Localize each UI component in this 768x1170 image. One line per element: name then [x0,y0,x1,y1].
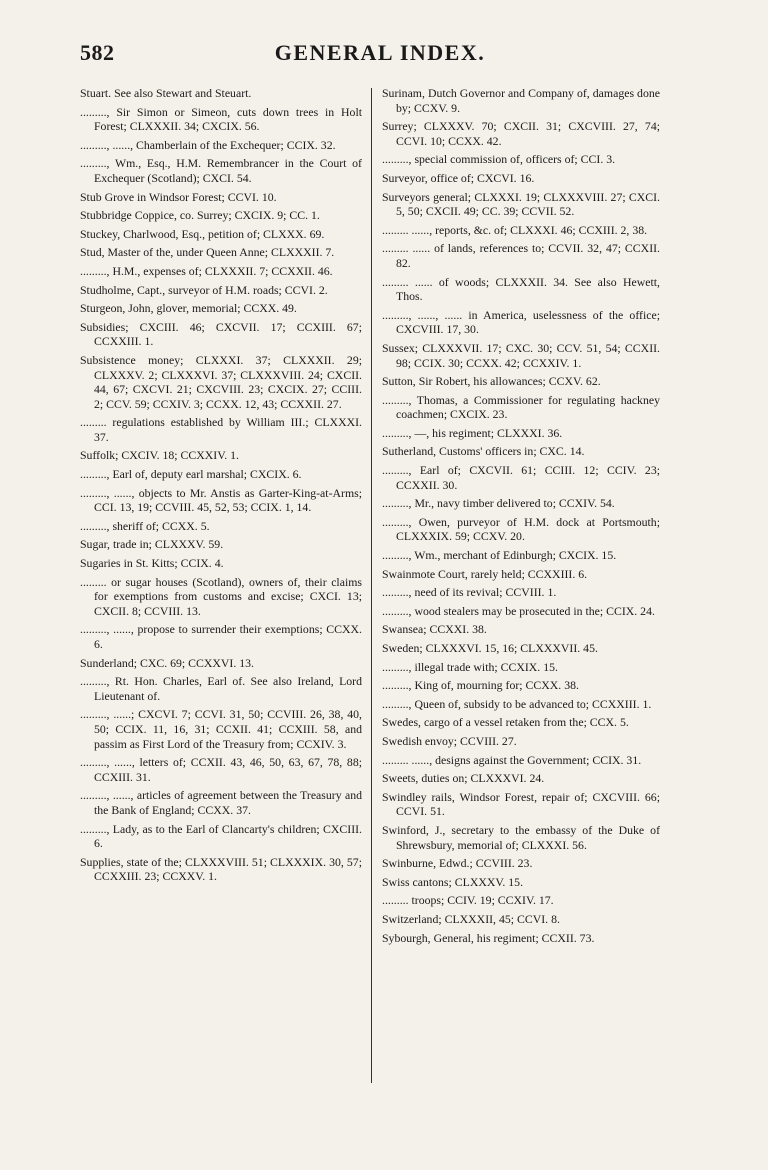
index-entry: Surinam, Dutch Governor and Company of, damages done by; CCXV. 9. [382,86,660,115]
index-entry: ........., Lady, as to the Earl of Clancarty's children; CXCIII. 6. [80,821,362,851]
index-entry: Suffolk; CXCIV. 18; CCXXIV. 1. [80,448,239,463]
index-entry: Sybourgh, General, his regiment; CCXII. 73. [382,930,595,945]
index-entry: ........., Wm., Esq., H.M. Remembrancer in the Court of Exchequer (Scotland); CXCI. 54. [80,156,362,185]
index-entry: Swedish envoy; CCVIII. 27. [382,733,517,748]
index-entry: Switzerland; CLXXXII, 45; CCVI. 8. [382,911,560,926]
column-divider [371,88,372,1083]
index-entry: ........., special commission of, officers of; CCI. 3. [382,152,616,167]
index-entry: ........., Rt. Hon. Charles, Earl of. See also Ireland, Lord Lieutenant of. [80,674,362,703]
index-entry: ........., Queen of, subsidy to be advanced to; CCXXIII. 1. [382,696,652,711]
index-entry: ......... regulations established by William III.; CLXXXI. 37. [80,415,362,444]
index-entry: Surrey; CLXXXV. 70; CXCII. 31; CXCVIII. 27, 74; CCVI. 10; CCXX. 42. [382,119,660,148]
index-entry: ........., ......, letters of; CCXII. 43, 46, 50, 63, 67, 78, 88; CCXIII. 31. [80,755,362,784]
index-entry: Swindley rails, Windsor Forest, repair of; CXCVIII. 66; CCVI. 51. [382,789,660,819]
index-entry: Stubbridge Coppice, co. Surrey; CXCIX. 9; CC. 1. [80,208,320,223]
index-entry: ......... ...... of lands, references to; CCVII. 32, 47; CCXII. 82. [382,241,660,270]
index-entry: Stud, Master of the, under Queen Anne; CLXXXII. 7. [80,245,335,260]
index-entry: Sutton, Sir Robert, his allowances; CCXV. 62. [382,374,601,389]
index-entry: Swinburne, Edwd.; CCVIII. 23. [382,856,533,871]
right-column [382,86,660,949]
index-entry: ........., ......, ...... in America, uselessness of the office; CXCVIII. 17, 30. [382,307,660,337]
index-entry: ......... troops; CCIV. 19; CCXIV. 17. [382,893,554,908]
index-entry: Subsistence money; CLXXXI. 37; CLXXXII. 29; CLXXXV. 2; CLXXXVI. 37; CLXXXVIII. 24; CXCII. 44, 67; CXCVI. 21; CXCVIII. 23; CXCIX. 27; CCIII. 2; CCV. 59; CCXIV. 3; CCXX. 12, 43; CCXXII. 27. [80,352,362,411]
index-entry: ........., King of, mourning for; CCXX. 38. [382,678,579,693]
index-entry: ........., Owen, purveyor of H.M. dock at Portsmouth; CLXXXIX. 59; CCXV. 20. [382,514,660,544]
index-entry: ........., —, his regiment; CLXXXI. 36. [382,425,563,440]
index-entry: Stuart. See also Stewart and Steuart. [80,86,252,100]
index-entry: Swansea; CCXXI. 38. [382,622,487,637]
index-entry: ......... or sugar houses (Scotland), owners of, their claims for exemptions from customs and excise; CXCI. 13; CXCII. 8; CCVIII. 13. [80,574,362,618]
index-entry: Sturgeon, John, glover, memorial; CCXX. 49. [80,301,297,316]
index-entry: ........., need of its revival; CCVIII. 1. [382,585,557,600]
page-header [80,40,680,80]
index-entry: ........., ......; CXCVI. 7; CCVI. 31, 50; CCVIII. 26, 38, 40, 50; CCIX. 11, 16, 31; CCXII. 41; CCXIII. 58, and passim as First Lord of the Treasury from; CCXIV. 3. [80,707,362,751]
index-entry: Sussex; CLXXXVII. 17; CXC. 30; CCV. 51, 54; CCXII. 98; CCIX. 30; CCXX. 42; CCXXIV. 1. [382,340,660,370]
index-entry: Swiss cantons; CLXXXV. 15. [382,874,524,889]
index-entry: ........., Earl of, deputy earl marshal; CXCIX. 6. [80,467,302,482]
index-entry: Sutherland, Customs' officers in; CXC. 14. [382,444,585,459]
index-entry: ........., ......, objects to Mr. Anstis as Garter-King-at-Arms; CCI. 13, 19; CCVIII. 45, 52, 53; CCIX. 1, 14. [80,485,362,515]
index-entry: Supplies, state of the; CLXXXVIII. 51; CLXXXIX. 30, 57; CCXXIII. 23; CCXXV. 1. [80,854,362,884]
index-entry: Sweden; CLXXXVI. 15, 16; CLXXXVII. 45. [382,641,598,655]
page-number: 582 [80,40,115,65]
index-entry: ........., wood stealers may be prosecuted in the; CCIX. 24. [382,603,655,618]
index-entry: Sunderland; CXC. 69; CCXXVI. 13. [80,655,255,670]
index-entry: Sugar, trade in; CLXXXV. 59. [80,537,224,552]
index-entry: Subsidies; CXCIII. 46; CXCVII. 17; CCXIII. 67; CCXXIII. 1. [80,319,362,349]
index-entry: ........., sheriff of; CCXX. 5. [80,518,210,533]
index-entry: Sweets, duties on; CLXXXVI. 24. [382,771,545,786]
index-entry: ........., ......, articles of agreement between the Treasury and the Bank of England; CCXX. 37. [80,788,362,817]
index-entry: ........., H.M., expenses of; CLXXXII. 7; CCXXII. 46. [80,263,333,278]
left-column [80,86,362,888]
index-entry: ........., illegal trade with; CCXIX. 15. [382,659,558,674]
index-entry: ......... ......, reports, &c. of; CLXXXI. 46; CCXIII. 2, 38. [382,222,648,237]
index-entry: Swedes, cargo of a vessel retaken from the; CCX. 5. [382,715,629,730]
index-entry: ........., ......, propose to surrender their exemptions; CCXX. 6. [80,622,362,651]
index-entry: Surveyor, office of; CXCVI. 16. [382,170,535,185]
running-head: GENERAL INDEX. [274,40,486,65]
index-entry: Swinford, J., secretary to the embassy of the Duke of Shrewsbury, memorial of; CLXXXI. 56. [382,822,660,852]
index-entry: ........., Earl of; CXCVII. 61; CCIII. 12; CCIV. 23; CCXXII. 30. [382,463,660,492]
index-entry: Swainmote Court, rarely held; CCXXIII. 6. [382,566,588,581]
index-entry: ........., ......, Chamberlain of the Exchequer; CCIX. 32. [80,137,336,152]
index-entry: Stub Grove in Windsor Forest; CCVI. 10. [80,189,277,204]
index-entry: ........., Sir Simon or Simeon, cuts down trees in Holt Forest; CLXXXII. 34; CXCIX. 56. [80,104,362,134]
index-entry: Studholme, Capt., surveyor of H.M. roads; CCVI. 2. [80,282,328,297]
index-entry: Sugaries in St. Kitts; CCIX. 4. [80,556,224,571]
index-entry: ......... ......, designs against the Government; CCIX. 31. [382,752,642,767]
index-entry: Stuckey, Charlwood, Esq., petition of; CLXXX. 69. [80,226,325,241]
index-entry: ........., Mr., navy timber delivered to; CCXIV. 54. [382,496,615,511]
index-entry: ........., Wm., merchant of Edinburgh; CXCIX. 15. [382,548,617,563]
index-entry: ......... ...... of woods; CLXXXII. 34. See also Hewett, Thos. [382,274,660,304]
index-entry: ........., Thomas, a Commissioner for regulating hackney coachmen; CXCIX. 23. [382,392,660,422]
index-entry: Surveyors general; CLXXXI. 19; CLXXXVIII. 27; CXCI. 5, 50; CXCII. 49; CC. 39; CCVII. 52. [382,189,660,219]
